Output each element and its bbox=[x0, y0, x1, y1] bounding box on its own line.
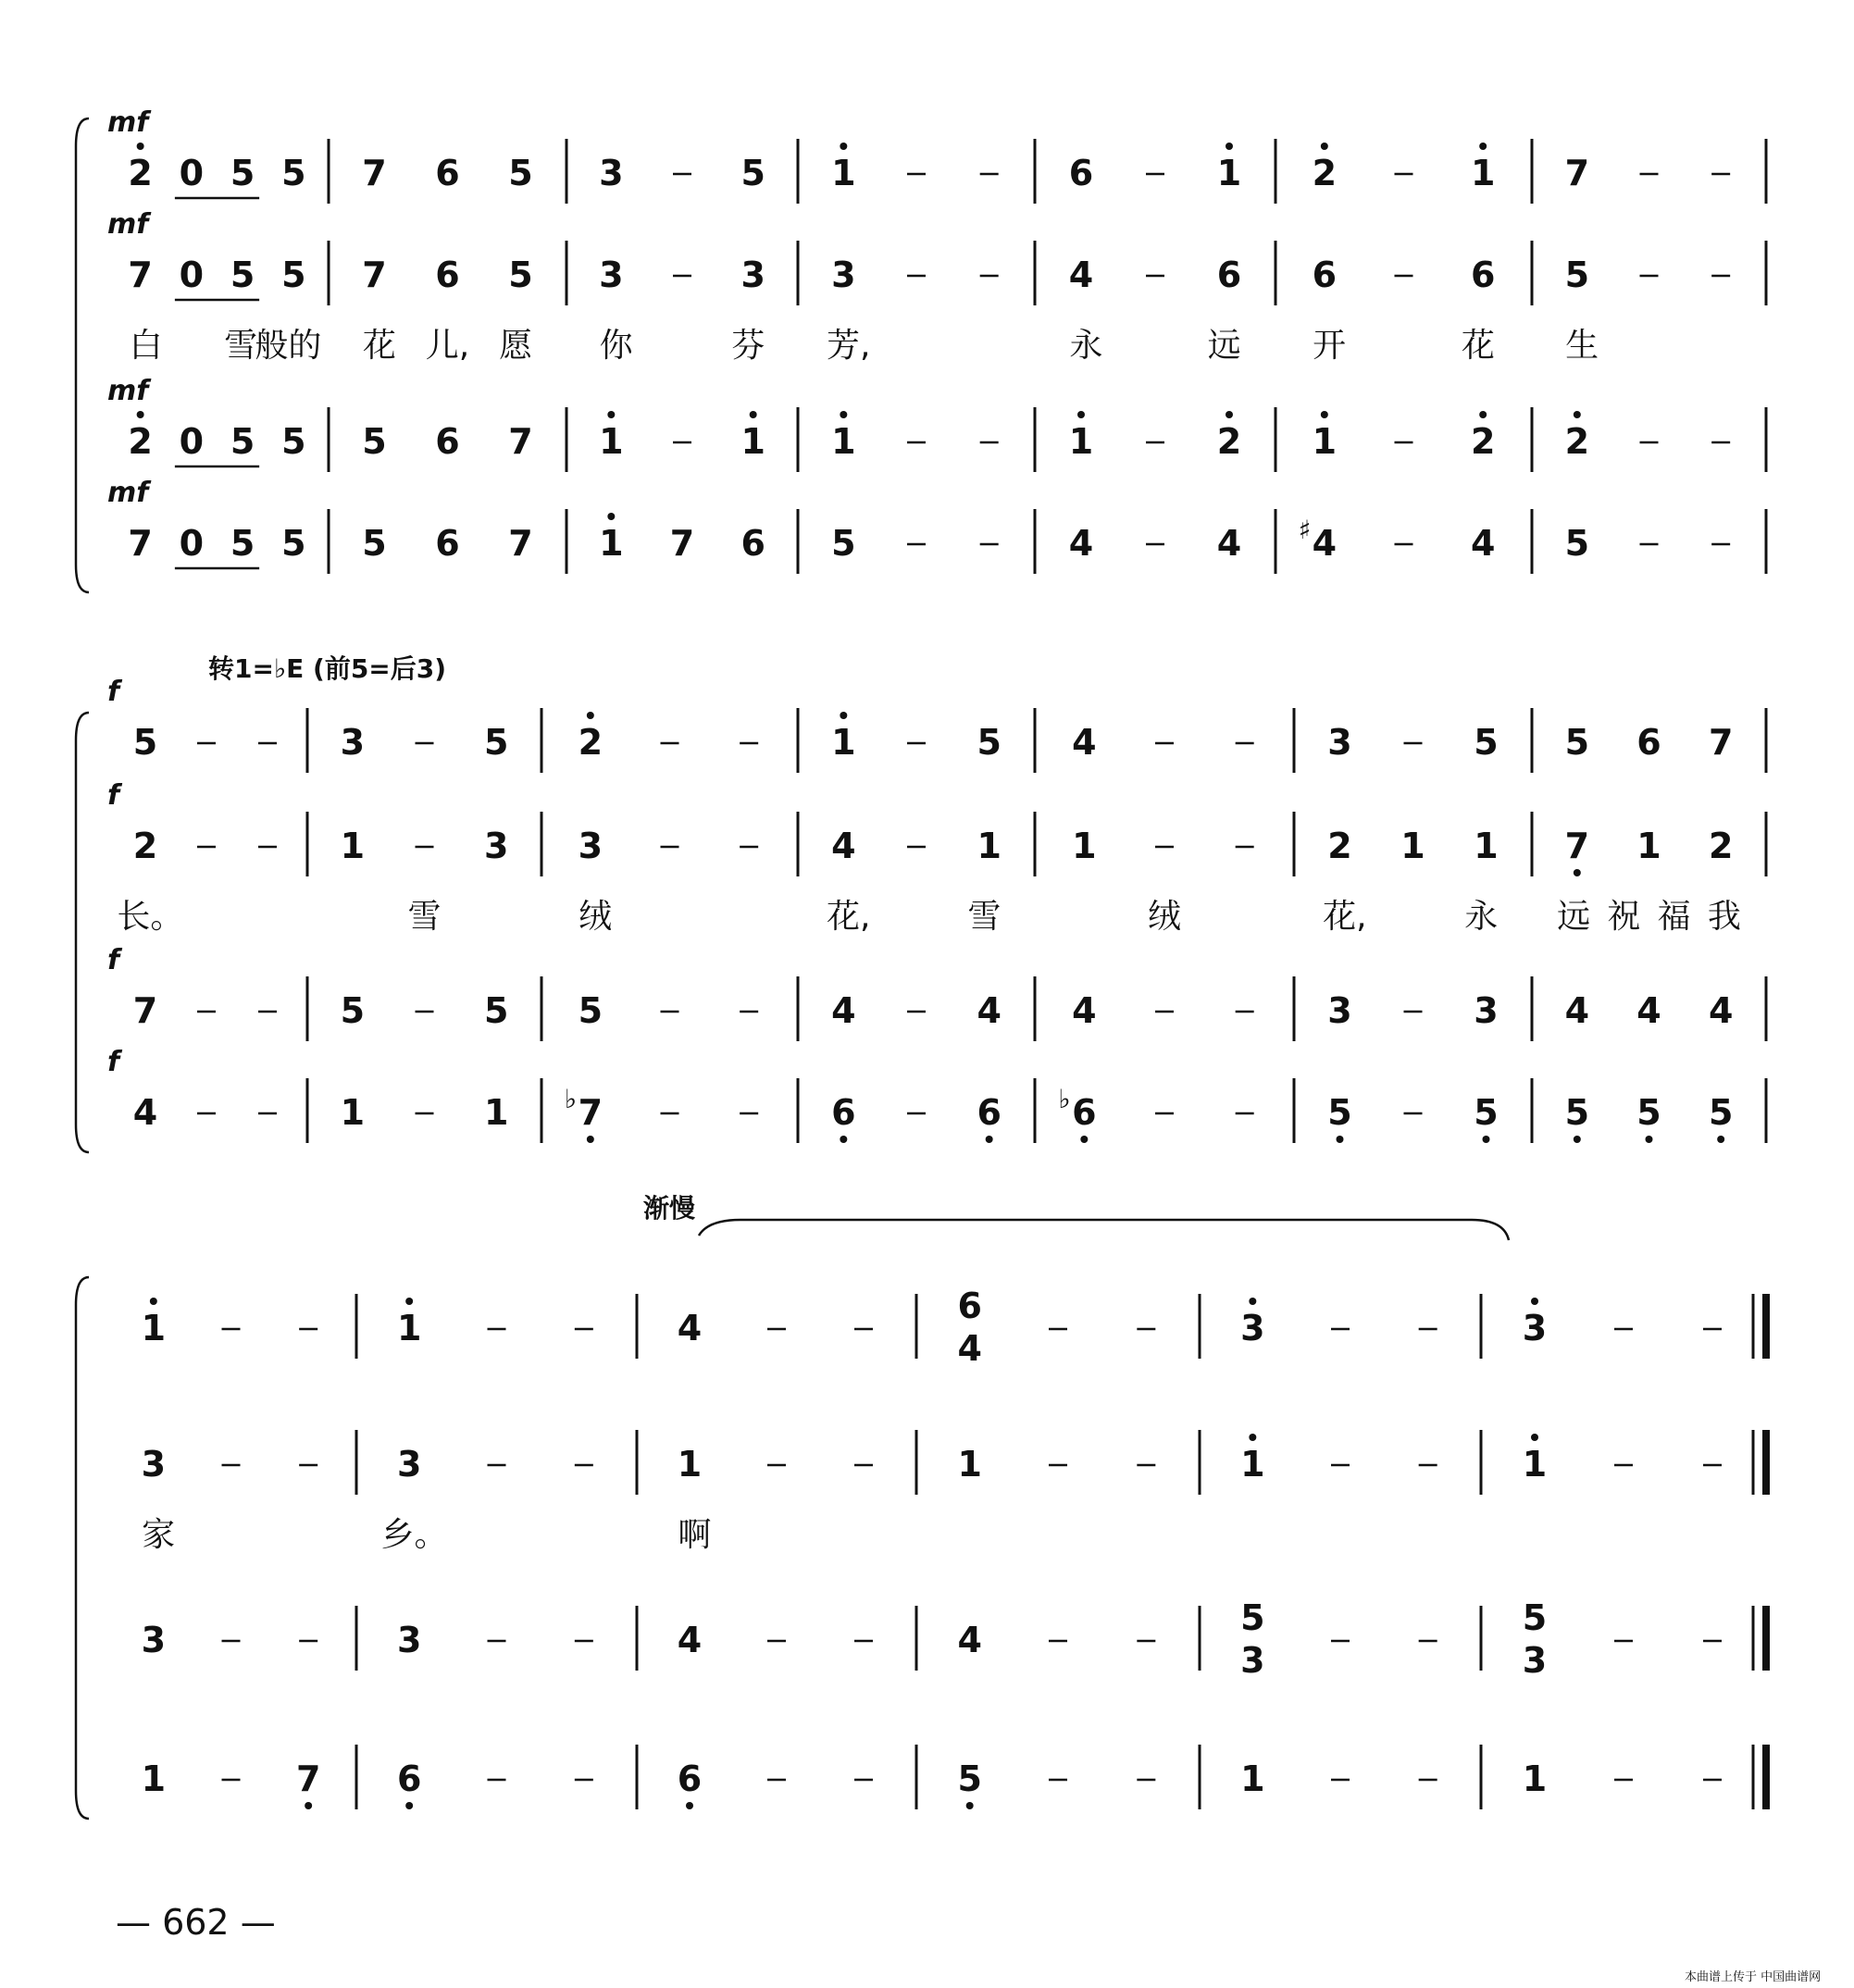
lyric-syllable: 绒 bbox=[1147, 898, 1182, 936]
lyric-syllable: 愿 bbox=[499, 327, 533, 365]
note: 3 bbox=[340, 722, 366, 763]
note: 4 bbox=[1068, 523, 1094, 564]
chord-note-lower: 4 bbox=[957, 1328, 982, 1369]
note: 7 bbox=[132, 990, 158, 1031]
lyric-syllable: 福 bbox=[1657, 898, 1691, 936]
lyric-syllable: 祝 bbox=[1607, 898, 1641, 936]
note: 4 bbox=[677, 1308, 703, 1348]
note: 2 bbox=[1216, 421, 1242, 462]
note-octave-dot-above bbox=[1479, 143, 1487, 150]
note-octave-dot-above bbox=[137, 143, 144, 150]
note: 4 bbox=[977, 990, 1002, 1031]
note: 3 bbox=[578, 826, 603, 866]
lyric-syllable: 开 bbox=[1313, 327, 1347, 365]
note: 3 bbox=[599, 255, 624, 295]
note-octave-dot-above bbox=[607, 513, 615, 520]
note: 5 bbox=[483, 722, 509, 763]
note: 3 bbox=[1474, 990, 1499, 1031]
note-octave-dot-above bbox=[1249, 1298, 1256, 1305]
note: 4 bbox=[1072, 722, 1097, 763]
lyric-syllable: 远 bbox=[1207, 327, 1241, 365]
note-octave-dot-above bbox=[1321, 411, 1328, 418]
lyric-syllable: 家 bbox=[142, 1516, 176, 1554]
note-octave-dot-below bbox=[1574, 869, 1581, 876]
lyric-syllable: 啊 bbox=[678, 1516, 712, 1554]
note: 3 bbox=[740, 255, 765, 295]
note: 5 bbox=[1564, 255, 1590, 295]
lyric-syllable: 我 bbox=[1707, 898, 1741, 936]
lyric-syllable: 远 bbox=[1557, 898, 1591, 936]
lyric-syllable: 长。 bbox=[117, 898, 184, 936]
note: 3 bbox=[141, 1620, 167, 1660]
note-octave-dot-below bbox=[405, 1802, 413, 1809]
note: 1 bbox=[483, 1092, 509, 1133]
note: 3 bbox=[599, 153, 624, 193]
note: 4 bbox=[1564, 990, 1590, 1031]
lyric-syllable: 花, bbox=[826, 898, 871, 936]
note: 7 bbox=[128, 523, 153, 564]
lyric-syllable: 永 bbox=[1069, 327, 1103, 365]
note: 5 bbox=[230, 421, 255, 462]
dynamic-marking: mf bbox=[107, 208, 149, 241]
note: 5 bbox=[281, 255, 306, 295]
note: 5 bbox=[1708, 1092, 1734, 1133]
note: 2 bbox=[128, 153, 153, 193]
note: 4 bbox=[1072, 990, 1097, 1031]
note-octave-dot-above bbox=[1321, 143, 1328, 150]
note: 1 bbox=[1636, 826, 1661, 866]
note-accidental: ♭ bbox=[564, 1084, 578, 1114]
note: 4 bbox=[1708, 990, 1734, 1031]
lyric-syllable: 花 bbox=[1461, 327, 1495, 365]
dynamic-marking: mf bbox=[107, 106, 149, 139]
lyric-syllable: 绒 bbox=[579, 898, 613, 936]
note: 7 bbox=[508, 421, 533, 462]
note: 3 bbox=[831, 255, 856, 295]
note: 7 bbox=[1564, 826, 1590, 866]
note: 6 bbox=[1470, 255, 1496, 295]
note: 7 bbox=[1708, 722, 1734, 763]
page-number: — 662 — bbox=[116, 1902, 276, 1943]
note: 1 bbox=[831, 153, 856, 193]
note: 1 bbox=[1312, 421, 1338, 462]
dynamic-marking: f bbox=[107, 779, 120, 812]
note: 1 bbox=[396, 1308, 422, 1348]
note: 6 bbox=[677, 1758, 703, 1799]
note: 5 bbox=[230, 523, 255, 564]
note: 1 bbox=[599, 523, 624, 564]
note: 7 bbox=[508, 523, 533, 564]
note-octave-dot-below bbox=[1646, 1136, 1653, 1143]
note: 5 bbox=[1327, 1092, 1352, 1133]
note: 6 bbox=[435, 153, 460, 193]
lyric-syllable: 雪 bbox=[407, 898, 442, 936]
note: 7 bbox=[362, 255, 387, 295]
note: 3 bbox=[1522, 1308, 1548, 1348]
note: 4 bbox=[1068, 255, 1094, 295]
note-octave-dot-above bbox=[150, 1298, 157, 1305]
note: 4 bbox=[957, 1620, 982, 1660]
note: 7 bbox=[362, 153, 387, 193]
note: 3 bbox=[483, 826, 509, 866]
lyric-syllable: 般的 bbox=[255, 327, 322, 365]
note: 5 bbox=[340, 990, 366, 1031]
lyric-syllable: 芳, bbox=[826, 327, 871, 365]
note: 1 bbox=[599, 421, 624, 462]
dynamic-marking: mf bbox=[107, 477, 149, 509]
note-accidental: ♯ bbox=[1298, 515, 1312, 545]
note: 7 bbox=[1564, 153, 1590, 193]
note: 4 bbox=[831, 990, 856, 1031]
note: 2 bbox=[1327, 826, 1352, 866]
note: 3 bbox=[141, 1444, 167, 1485]
note-octave-dot-above bbox=[1531, 1434, 1538, 1441]
note: 4 bbox=[1636, 990, 1661, 1031]
note: 3 bbox=[1327, 722, 1352, 763]
note: 1 bbox=[1400, 826, 1425, 866]
note: 5 bbox=[1564, 523, 1590, 564]
key-change-label: 转1=♭E (前5=后3) bbox=[208, 653, 447, 684]
dynamic-marking: f bbox=[107, 1046, 120, 1078]
note: 5 bbox=[230, 255, 255, 295]
note-octave-dot-above bbox=[1077, 411, 1085, 418]
note: 3 bbox=[396, 1620, 422, 1660]
note-octave-dot-below bbox=[1483, 1136, 1490, 1143]
note: 1 bbox=[1522, 1444, 1548, 1485]
note: 6 bbox=[1216, 255, 1242, 295]
note-octave-dot-above bbox=[587, 712, 594, 719]
lyric-syllable: 你 bbox=[599, 327, 633, 365]
note: 4 bbox=[831, 826, 856, 866]
lyric-syllable: 永 bbox=[1464, 898, 1499, 936]
note: 6 bbox=[435, 523, 460, 564]
note: 1 bbox=[740, 421, 765, 462]
note: 7 bbox=[578, 1092, 603, 1133]
note: 4 bbox=[1312, 523, 1338, 564]
system-bracket bbox=[76, 118, 89, 592]
note: 7 bbox=[669, 523, 695, 564]
note-octave-dot-below bbox=[1717, 1136, 1724, 1143]
chord-note-lower: 3 bbox=[1522, 1640, 1548, 1681]
chord-note-upper: 5 bbox=[1240, 1597, 1265, 1638]
note-octave-dot-below bbox=[986, 1136, 993, 1143]
note: 6 bbox=[977, 1092, 1002, 1133]
note-octave-dot-below bbox=[587, 1136, 594, 1143]
note: 2 bbox=[1564, 421, 1590, 462]
note-octave-dot-above bbox=[840, 712, 847, 719]
lyric-syllable: 儿, bbox=[425, 327, 470, 365]
lyric-syllable: 生 bbox=[1565, 327, 1599, 365]
note: 1 bbox=[1474, 826, 1499, 866]
note: 7 bbox=[128, 255, 153, 295]
note: 1 bbox=[1068, 421, 1094, 462]
note: 5 bbox=[831, 523, 856, 564]
note-octave-dot-above bbox=[1479, 411, 1487, 418]
note: 1 bbox=[141, 1758, 167, 1799]
note: 1 bbox=[977, 826, 1002, 866]
note: 6 bbox=[435, 421, 460, 462]
note: 0 bbox=[179, 421, 205, 462]
note: 2 bbox=[128, 421, 153, 462]
note: 5 bbox=[281, 523, 306, 564]
note: 5 bbox=[1474, 1092, 1499, 1133]
lyric-syllable: 白 bbox=[129, 327, 163, 365]
note: 6 bbox=[1312, 255, 1338, 295]
note: 2 bbox=[578, 722, 603, 763]
lyric-syllable: 花, bbox=[1323, 898, 1367, 936]
note: 5 bbox=[508, 255, 533, 295]
note: 5 bbox=[281, 153, 306, 193]
note-octave-dot-above bbox=[1226, 411, 1233, 418]
note: 5 bbox=[132, 722, 158, 763]
note: 1 bbox=[831, 722, 856, 763]
note: 1 bbox=[1522, 1758, 1548, 1799]
note: 0 bbox=[179, 523, 205, 564]
note-octave-dot-above bbox=[840, 143, 847, 150]
note: 5 bbox=[1564, 1092, 1590, 1133]
note: 6 bbox=[740, 523, 765, 564]
note: 1 bbox=[1240, 1758, 1265, 1799]
note: 0 bbox=[179, 255, 205, 295]
note: 7 bbox=[295, 1758, 321, 1799]
note-octave-dot-above bbox=[405, 1298, 413, 1305]
note: 1 bbox=[957, 1444, 982, 1485]
note: 1 bbox=[141, 1308, 167, 1348]
note: 5 bbox=[740, 153, 765, 193]
note: 5 bbox=[281, 421, 306, 462]
note: 4 bbox=[1216, 523, 1242, 564]
note: 2 bbox=[1708, 826, 1734, 866]
site-credit: 本曲谱上传于 中国曲谱网 bbox=[1685, 1970, 1822, 1984]
ritardando-bracket bbox=[699, 1220, 1509, 1240]
note: 3 bbox=[1240, 1308, 1265, 1348]
note: 5 bbox=[977, 722, 1002, 763]
note-octave-dot-below bbox=[1574, 1136, 1581, 1143]
note-octave-dot-below bbox=[686, 1802, 693, 1809]
chord-note-lower: 3 bbox=[1240, 1640, 1265, 1681]
note: 1 bbox=[677, 1444, 703, 1485]
note-octave-dot-above bbox=[607, 411, 615, 418]
system-bracket bbox=[76, 713, 89, 1152]
note: 6 bbox=[396, 1758, 422, 1799]
note: 5 bbox=[578, 990, 603, 1031]
note: 5 bbox=[483, 990, 509, 1031]
note: 0 bbox=[179, 153, 205, 193]
note: 6 bbox=[1072, 1092, 1097, 1133]
note: 1 bbox=[1240, 1444, 1265, 1485]
note: 3 bbox=[1327, 990, 1352, 1031]
note: 5 bbox=[957, 1758, 982, 1799]
note-octave-dot-below bbox=[1080, 1136, 1088, 1143]
note: 3 bbox=[396, 1444, 422, 1485]
note-octave-dot-below bbox=[305, 1802, 312, 1809]
note: 2 bbox=[132, 826, 158, 866]
note: 1 bbox=[340, 826, 366, 866]
note: 2 bbox=[1312, 153, 1338, 193]
note: 5 bbox=[1636, 1092, 1661, 1133]
lyric-syllable: 芬 bbox=[731, 327, 765, 365]
note: 5 bbox=[1564, 722, 1590, 763]
note: 1 bbox=[1072, 826, 1097, 866]
lyric-syllable: 雪 bbox=[224, 327, 258, 365]
note-octave-dot-above bbox=[750, 411, 757, 418]
note-octave-dot-below bbox=[1337, 1136, 1344, 1143]
note: 5 bbox=[508, 153, 533, 193]
note-octave-dot-above bbox=[840, 411, 847, 418]
note: 5 bbox=[230, 153, 255, 193]
note: 5 bbox=[362, 523, 387, 564]
note-octave-dot-above bbox=[1226, 143, 1233, 150]
note: 6 bbox=[435, 255, 460, 295]
note-octave-dot-above bbox=[137, 411, 144, 418]
note: 1 bbox=[1216, 153, 1242, 193]
note: 5 bbox=[362, 421, 387, 462]
lyric-syllable: 乡。 bbox=[380, 1516, 448, 1554]
note: 2 bbox=[1470, 421, 1496, 462]
chord-note-upper: 5 bbox=[1522, 1597, 1548, 1638]
note-octave-dot-above bbox=[1531, 1298, 1538, 1305]
note: 1 bbox=[1470, 153, 1496, 193]
dynamic-marking: f bbox=[107, 944, 120, 976]
note: 4 bbox=[677, 1620, 703, 1660]
system-bracket bbox=[76, 1277, 89, 1819]
dynamic-marking: mf bbox=[107, 375, 149, 407]
dynamic-marking: f bbox=[107, 676, 120, 708]
note: 5 bbox=[1474, 722, 1499, 763]
note-octave-dot-above bbox=[1249, 1434, 1256, 1441]
note: 6 bbox=[831, 1092, 856, 1133]
note: 6 bbox=[1068, 153, 1094, 193]
tempo-marking: 渐慢 bbox=[643, 1193, 696, 1224]
chord-note-upper: 6 bbox=[957, 1286, 982, 1326]
note: 1 bbox=[831, 421, 856, 462]
note: 6 bbox=[1636, 722, 1661, 763]
note-octave-dot-below bbox=[840, 1136, 847, 1143]
lyric-syllable: 雪 bbox=[967, 898, 1002, 936]
lyric-syllable: 花 bbox=[362, 327, 396, 365]
note-octave-dot-below bbox=[966, 1802, 974, 1809]
note: 4 bbox=[132, 1092, 158, 1133]
note-octave-dot-above bbox=[1574, 411, 1581, 418]
note: 4 bbox=[1470, 523, 1496, 564]
note: 1 bbox=[340, 1092, 366, 1133]
note-accidental: ♭ bbox=[1058, 1084, 1071, 1114]
